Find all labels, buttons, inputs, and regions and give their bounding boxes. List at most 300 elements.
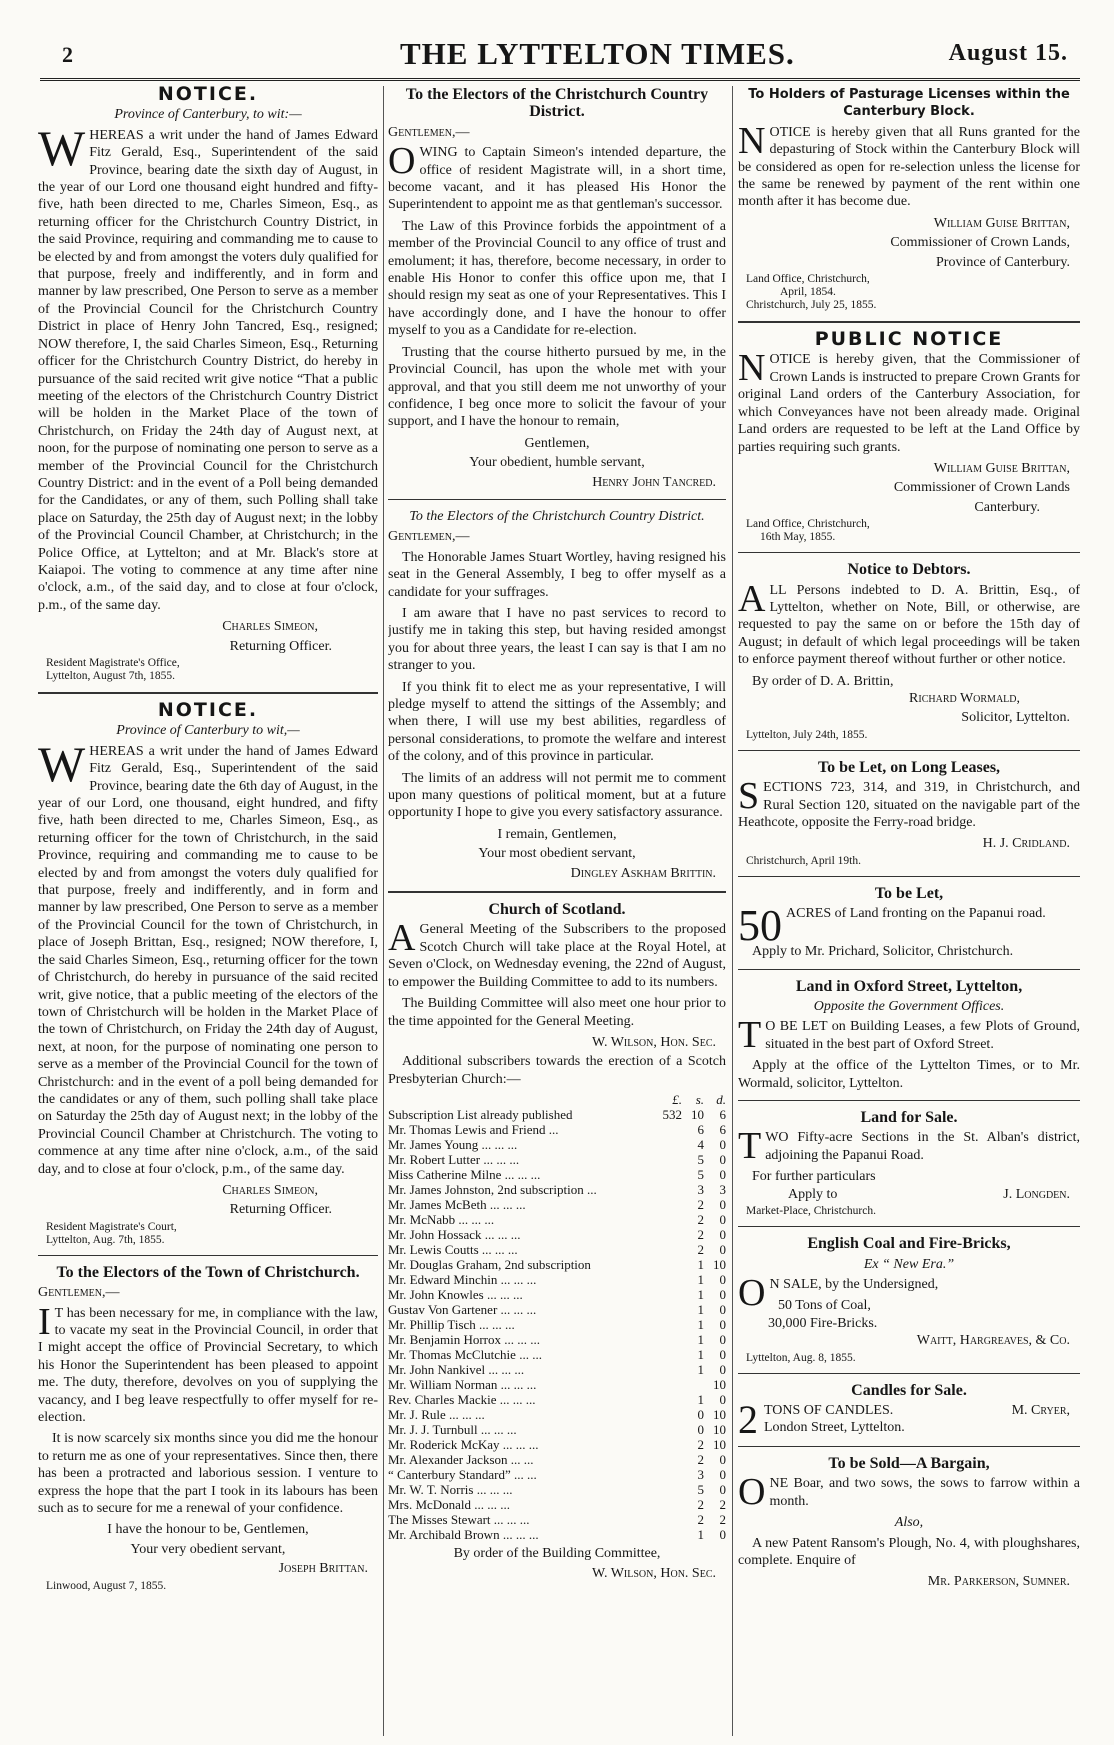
by-order: By order of the Building Committee, (453, 1546, 661, 1562)
divider (38, 1255, 378, 1256)
pence-cell: 0 (719, 1527, 726, 1543)
pounds-cell (660, 1362, 682, 1377)
subscriber-name: Mr. Alexander Jackson ... ... (388, 1452, 534, 1468)
shillings-cell: 2 (697, 1512, 704, 1528)
notice-heading: NOTICE. (157, 86, 259, 105)
dateline: Lyttelton, July 24th, 1855. (746, 728, 868, 741)
table-header-row (388, 1092, 726, 1107)
masthead-rule (40, 78, 1080, 81)
subheading: Ex “ New Era.” (863, 1256, 955, 1272)
pounds-cell (660, 1257, 682, 1272)
paragraph: Trusting that the course hitherto pursued by me, in the Provincial Council, has upon the whole met with your approval, and that you still deem me not unworthy of your confidence, I beg once more to solicit the favour of your support, and I have the honour to remain, (388, 344, 726, 430)
signer-name: Waitt, Hargreaves, & Co. (916, 1333, 1070, 1349)
candles-for-sale (738, 1381, 1080, 1442)
pounds-cell (660, 1182, 682, 1197)
pounds-cell: 532 (662, 1107, 682, 1123)
pence-cell: 0 (719, 1362, 726, 1378)
address-tancred (388, 86, 726, 491)
pounds-cell (660, 1302, 682, 1317)
subscriber-name: Mr. William Norman ... ... ... (388, 1377, 537, 1393)
subscriber-name: Mr. John Hossack ... ... ... (388, 1227, 521, 1243)
big-number: 50 (738, 901, 782, 951)
section-heading: Land for Sale. (860, 1109, 958, 1127)
closing: Gentlemen, (524, 435, 590, 451)
pence-cell: 6 (719, 1107, 726, 1123)
paragraph: General Meeting of the Subscribers to the proposed Scotch Church will take place at the Royal Hotel, at Seven o'Clock, on Wednesday evening, the 22nd of August, to empower the Building Committee to add to its numbers. (388, 922, 726, 990)
signer-name: H. J. Cridland. (982, 836, 1070, 852)
subscriber-name: Mr. J. J. Turnbull ... ... ... (388, 1422, 517, 1438)
table-row (388, 1272, 726, 1287)
pounds-cell (660, 1392, 682, 1407)
closing: Your most obedient servant, (478, 846, 636, 862)
table-row (388, 1467, 726, 1482)
table-row (388, 1287, 726, 1302)
section-heading: To be Sold—A Bargain, (828, 1454, 990, 1472)
paragraph: OTICE is hereby given, that the Commissioner of Crown Lands is instructed to prepare Crown Grants for original Land orders of the Canterbury Association, for which Conveyances have not been already made. Original Land orders are requested to be left at the Land Office by parties requiring such grants. (738, 352, 1080, 455)
dropcap: N (738, 119, 766, 162)
divider (738, 750, 1080, 751)
column-header: £. (672, 1092, 682, 1108)
pounds-cell (660, 1227, 682, 1242)
signer-name: Joseph Brittan. (278, 1561, 368, 1577)
dropcap: O (738, 1471, 766, 1514)
shillings-cell: 6 (697, 1122, 704, 1138)
dateline: Land Office, Christchurch, 16th May, 1855. (746, 518, 870, 544)
pence-cell: 0 (719, 1152, 726, 1168)
closing: Your very obedient servant, (130, 1541, 286, 1557)
shillings-cell: 10 (691, 1107, 704, 1123)
dropcap: T (738, 1014, 762, 1057)
pence-cell: 6 (719, 1122, 726, 1138)
pounds-cell (660, 1197, 682, 1212)
paragraph: TONS OF CANDLES. (764, 1402, 894, 1418)
signer-name: M. Cryer, (1011, 1402, 1070, 1418)
province-line: Province of Canterbury to wit,— (116, 723, 300, 739)
divider (738, 1373, 1080, 1374)
table-row (388, 1407, 726, 1422)
table-row (388, 1257, 726, 1272)
subscriber-name: Mr. Benjamin Horrox ... ... ... (388, 1332, 541, 1348)
dropcap: N (738, 347, 766, 390)
paragraph: The Honorable James Stuart Wortley, having resigned his seat in the General Assembly, I beg to offer myself as a candidate for your suffrages. (388, 549, 726, 600)
address-heading: To the Electors of the Christchurch Country District. (409, 508, 705, 524)
paragraph: ECTIONS 723, 314, and 319, in Christchurch, and Rural Section 120, situated on the navigable part of the Heathcote, opposite the Ferry-road bridge. (738, 780, 1080, 830)
pence-cell: 0 (719, 1452, 726, 1468)
subscriber-name: Miss Catherine Milne ... ... ... (388, 1167, 541, 1183)
to-be-sold-bargain (738, 1455, 1080, 1591)
section-heading: Church of Scotland. (488, 901, 626, 919)
table-row (388, 1302, 726, 1317)
pence-cell: 3 (719, 1182, 726, 1198)
dropcap: W (38, 119, 86, 176)
dateline: Linwood, August 7, 1855. (46, 1579, 167, 1592)
pounds-cell (660, 1527, 682, 1542)
pounds-cell (660, 1512, 682, 1527)
signer-title: Province of Canterbury. (936, 254, 1070, 270)
pounds-cell (660, 1137, 682, 1152)
paragraph: The Law of this Province forbids the appointment of a member of the Provincial Council to any office of trust and emolument; it has, therefore, become necessary, in order to enable His Honor to confer this office upon me, that I should resign my seat as one of your Representatives. This I have accordingly done, and I have the honour to offer myself to you as a Candidate for re-election. (388, 218, 726, 339)
signer-name: Charles Simeon, (222, 619, 318, 635)
pence-cell: 10 (713, 1377, 726, 1393)
subscribers-table (388, 1092, 726, 1542)
table-row (388, 1452, 726, 1467)
address-heading: To the Electors of the Town of Christchurch. (56, 1263, 360, 1281)
table-row (388, 1482, 726, 1497)
column-divider (383, 86, 384, 1736)
address-electors-town (38, 1264, 378, 1593)
shillings-cell: 1 (697, 1257, 704, 1273)
subscriber-name: Subscription List already published (388, 1107, 573, 1123)
divider (738, 1446, 1080, 1447)
signer-name: Henry John Tancred. (592, 474, 716, 490)
pence-cell: 0 (719, 1317, 726, 1333)
pence-cell: 0 (719, 1227, 726, 1243)
dateline: Christchurch, April 19th. (746, 854, 861, 867)
dateline: Lyttelton, Aug. 8, 1855. (746, 1351, 856, 1364)
shillings-cell: 5 (697, 1482, 704, 1498)
section-heading: To be Let, on Long Leases, (817, 758, 1001, 776)
shillings-cell: 2 (697, 1437, 704, 1453)
dropcap: W (38, 735, 86, 792)
paragraph: The limits of an address will not permit me to comment upon many questions of political moment, but at a future opportunity I hope to give you every satisfactory assurance. (388, 770, 726, 821)
notice-christchurch-country (38, 86, 378, 683)
shillings-cell: 0 (697, 1407, 704, 1423)
section-heading: PUBLIC NOTICE (814, 328, 1004, 351)
signer-name: W. Wilson, Hon. Sec. (592, 1565, 716, 1581)
shillings-cell: 1 (697, 1527, 704, 1543)
newspaper-title: THE LYTTELTON TIMES. (400, 36, 795, 71)
pence-cell: 0 (719, 1392, 726, 1408)
apply-row: Apply to J. Longden. (788, 1186, 1070, 1202)
table-row (388, 1347, 726, 1362)
shillings-cell: 2 (697, 1197, 704, 1213)
subscriber-name: Mr. W. T. Norris ... ... ... (388, 1482, 513, 1498)
signer-name: W. Wilson, Hon. Sec. (592, 1034, 716, 1050)
dropcap: S (738, 775, 760, 818)
shillings-cell: 2 (697, 1452, 704, 1468)
closing: I have the honour to be, Gentlemen, (107, 1522, 309, 1538)
divider (738, 1226, 1080, 1227)
signer-name: J. Longden. (1003, 1186, 1070, 1202)
subscriber-name: Mr. Thomas McClutchie ... ... (388, 1347, 542, 1363)
further-line: For further particulars (752, 1169, 876, 1185)
pounds-cell (660, 1422, 682, 1437)
shillings-cell: 2 (697, 1497, 704, 1513)
shillings-cell: 1 (697, 1302, 704, 1318)
dateline: Resident Magistrate's Court, Lyttelton, Aug. 7th, 1855. (46, 1220, 177, 1246)
subscriber-name: Gustav Von Gartener ... ... ... (388, 1302, 537, 1318)
table-row (388, 1437, 726, 1452)
subscriber-name: Mr. Thomas Lewis and Friend ... (388, 1122, 559, 1138)
signer-title: Returning Officer. (229, 1202, 332, 1218)
salutation: Gentlemen,— (388, 529, 470, 545)
notice-to-debtors (738, 561, 1080, 742)
paragraph: It is now scarcely six months since you did me the honour to return me as one of your representatives. Since then, there has been a protracted and laborious session. I venture to express the hope that the part I took in its labours has been such as to secure for me a renewal of your confidence. (38, 1431, 378, 1517)
pence-cell: 10 (713, 1437, 726, 1453)
address-brittin (388, 508, 726, 882)
dropcap: T (738, 1125, 762, 1168)
salutation: Gentlemen,— (388, 124, 470, 140)
paragraph: NE Boar, and two sows, the sows to farrow within a month. (769, 1476, 1080, 1509)
notice-christchurch-town (38, 699, 378, 1247)
subscriber-name: Mr. Douglas Graham, 2nd subscription (388, 1257, 591, 1273)
subscriber-name: Rev. Charles Mackie ... ... ... (388, 1392, 536, 1408)
paragraph: OTICE is hereby given that all Runs granted for the depasturing of Stock within the Canterbury Block will be considered as open for re-selection unless the license for the same be renewed by payment of the rent within one month after it has become due. (738, 124, 1080, 210)
to-be-let-acres (738, 885, 1080, 961)
dateline: Resident Magistrate's Office, Lyttelton, August 7th, 1855. (46, 657, 180, 682)
notice-body: HEREAS a writ under the hand of James Edward Fitz Gerald, Esq., Superintendent of the said Province, bearing date the 6th day of August, in the year of our Lord, one thousand, eight hundred, and fifty five, hath been directed to me, Charles Simeon, Esq., as returning officer for the town of Christchurch, in the said Province, requiring and commanding me to cause to be elected by and from amongst the voters duly qualified for that purpose, freely and indifferently, and in form and manner by law prescribed, One Person to serve as a member of the Provincial Council for the town of Christchurch, in place of Joseph Brittan, Esq., resigned; NOW therefore, I, the said Charles Simeon, Esq., returning officer for the town of Christchurch, do hereby in pursuance of the said recited writ, give notice, that a public meeting of the electors of the town of Christchurch will be holden in the Market Place of the town of Christchurch, on Friday the 24th day of August, next, at noon, for the purpose of nominating one person to serve as a member of the Provincial Council for the town of Christchurch: and in the event of a poll being demanded for the candidates or any of them, such polling shall take place on Saturday the 25th day of August next; in the lobby of the Provincial Council Chamber at Christchurch. The voting to commence at any time after nine o'clock, a.m., of the said day, and to close at four o'clock, p.m., of the same day. (38, 743, 378, 1177)
candles-row (738, 1396, 1080, 1442)
salutation: Gentlemen,— (38, 1285, 120, 1301)
shillings-cell: 1 (697, 1287, 704, 1303)
pounds-cell (660, 1377, 682, 1392)
apply-line: Apply at the office of the Lyttelton Times, or to Mr. Wormald, solicitor, Lyttelton. (738, 1058, 1080, 1091)
shillings-cell: 5 (697, 1152, 704, 1168)
pence-cell: 10 (713, 1422, 726, 1438)
pence-cell: 0 (719, 1287, 726, 1303)
signer-name: William Guise Brittan, (933, 215, 1070, 231)
subscriber-name: Mr. James Johnston, 2nd subscription ... (388, 1182, 597, 1198)
paragraph: ACRES of Land fronting on the Papanui road. (786, 906, 1046, 922)
dropcap: O (738, 1271, 766, 1314)
table-row (388, 1182, 726, 1197)
apply-line: Apply to Mr. Prichard, Solicitor, Christchurch. (752, 944, 1014, 960)
pence-cell: 0 (719, 1467, 726, 1483)
pence-cell: 0 (719, 1212, 726, 1228)
church-of-scotland (388, 901, 726, 1582)
table-row (388, 1242, 726, 1257)
public-notice (738, 328, 1080, 544)
subscriber-name: The Misses Stewart ... ... ... (388, 1512, 530, 1528)
issue-date: August 15. (948, 40, 1068, 66)
dropcap: I (38, 1300, 51, 1343)
pence-cell: 0 (719, 1482, 726, 1498)
signer-name: Charles Simeon, (222, 1182, 318, 1198)
pounds-cell (660, 1317, 682, 1332)
subscriber-name: Mr. Lewis Coutts ... ... ... (388, 1242, 518, 1258)
paragraph: WING to Captain Simeon's intended departure, the office of resident Magistrate will, in a short time, become vacant, and it has pleased His Honor the Superintendent to appoint me as that gentleman's successor. (388, 145, 726, 213)
section-heading: Notice to Debtors. (847, 561, 971, 579)
column-header: d. (716, 1092, 726, 1108)
subscriber-name: Mrs. McDonald ... ... ... (388, 1497, 511, 1513)
shillings-cell: 2 (697, 1242, 704, 1258)
subscriber-name: Mr. James McBeth ... ... ... (388, 1197, 526, 1213)
subscriber-name: Mr. James Young ... ... ... (388, 1137, 518, 1153)
pounds-cell (660, 1167, 682, 1182)
shillings-cell: 3 (697, 1182, 704, 1198)
pounds-cell (660, 1122, 682, 1137)
signer-title: Commissioner of Crown Lands, (890, 235, 1070, 251)
pence-cell: 0 (719, 1332, 726, 1348)
item-line: 30,000 Fire-Bricks. (768, 1315, 878, 1331)
subscriber-name: Mr. Edward Minchin ... ... ... (388, 1272, 537, 1288)
signer-title: Solicitor, Lyttelton. (961, 710, 1070, 726)
table-row (388, 1137, 726, 1152)
shillings-cell: 1 (697, 1317, 704, 1333)
pounds-cell (660, 1452, 682, 1467)
shillings-cell: 1 (697, 1272, 704, 1288)
subscriber-name: Mr. Robert Lutter ... ... ... (388, 1152, 520, 1168)
table-row (388, 1122, 726, 1137)
pounds-cell (660, 1212, 682, 1227)
paragraph: O BE LET on Building Leases, a few Plots of Ground, situated in the best part of Oxford Street. (765, 1019, 1080, 1052)
section-heading: English Coal and Fire-Bricks, (807, 1235, 1011, 1253)
dateline: Market-Place, Christchurch. (746, 1205, 876, 1218)
subscribers-intro: Additional subscribers towards the erection of a Scotch Presbyterian Church:— (388, 1054, 726, 1087)
big-number: 2 (738, 1396, 758, 1442)
table-row (388, 1497, 726, 1512)
dateline: Land Office, Christchurch, April, 1854. Christchurch, July 25, 1855. (746, 273, 877, 312)
shillings-cell: 1 (697, 1347, 704, 1363)
pounds-cell (660, 1497, 682, 1512)
table-row (388, 1227, 726, 1242)
table-row (388, 1422, 726, 1437)
section-heading: Land in Oxford Street, Lyttelton, (795, 977, 1023, 995)
pence-cell: 0 (719, 1242, 726, 1258)
shillings-cell: 4 (697, 1137, 704, 1153)
paragraph: If you think fit to elect me as your representative, I will pledge myself to attend the sittings of the Assembly; and when there, I will use my best abilities, regardless of personal considerations, to promote the welfare and interest of the colony, and of this province in particular. (388, 679, 726, 765)
shillings-cell: 1 (697, 1362, 704, 1378)
by-order: By order of D. A. Brittin, (752, 673, 894, 689)
page-number: 2 (62, 42, 73, 67)
dropcap: O (388, 140, 416, 183)
paragraph: LL Persons indebted to D. A. Brittin, Esq., of Lyttelton, whether on Note, Bill, or otherwise, are requested to pay the same on or before the 15th day of August; in default of which legal proceedings will be taken to enforce payment thereof without further or other notice. (738, 582, 1080, 668)
subscriber-name: Mr. J. Rule ... ... ... (388, 1407, 485, 1423)
pounds-cell (660, 1437, 682, 1452)
pence-cell: 10 (713, 1257, 726, 1273)
pounds-cell (660, 1482, 682, 1497)
paragraph: I am aware that I have no past services to record to justify me in taking this step, but having resided amongst you for about three years, the least I can say is that I am no stranger to you. (388, 605, 726, 674)
paragraph: The Building Committee will also meet one hour prior to the time appointed for the General Meeting. (388, 996, 726, 1029)
pounds-cell (660, 1347, 682, 1362)
province-line: Province of Canterbury, to wit:— (114, 107, 302, 123)
closing: I remain, Gentlemen, (497, 826, 617, 842)
pounds-cell (660, 1332, 682, 1347)
signer-name: Richard Wormald, (909, 690, 1020, 706)
divider (388, 499, 726, 500)
table-row (388, 1377, 726, 1392)
shillings-cell (682, 1377, 704, 1392)
pence-cell: 0 (719, 1197, 726, 1213)
pounds-cell (660, 1287, 682, 1302)
subscriber-name: Mr. John Nankivel ... ... ... (388, 1362, 525, 1378)
also-line: Also, (894, 1515, 924, 1531)
to-be-let-long-leases (738, 759, 1080, 868)
pounds-cell (660, 1467, 682, 1482)
item-line: 50 Tons of Coal, (778, 1298, 871, 1314)
place-line: London Street, Lyttelton. (764, 1420, 905, 1436)
shillings-cell: 3 (697, 1467, 704, 1483)
closing: Your obedient, humble servant, (469, 455, 645, 471)
signer-title: Returning Officer. (229, 638, 332, 654)
signer-name: William Guise Brittan, (933, 460, 1070, 476)
divider (738, 1100, 1080, 1101)
subscriber-name: “ Canterbury Standard” ... ... (388, 1467, 537, 1483)
land-for-sale (738, 1109, 1080, 1218)
pasturage-notice (738, 86, 1080, 312)
divider (738, 552, 1080, 553)
column-1 (38, 86, 378, 1731)
table-row (388, 1167, 726, 1182)
paragraph: WO Fifty-acre Sections in the St. Alban's district, adjoining the Papanui Road. (765, 1130, 1080, 1163)
column-2 (388, 86, 726, 1731)
section-heading: To be Let, (874, 884, 944, 902)
notice-body: HEREAS a writ under the hand of James Edward Fitz Gerald, Esq., Superintendent of the said Province, bearing date the sixth day of August, in the year of our Lord one thousand eight hundred and fifty-five, hath been directed to me, Charles Simeon, Esq., as returning officer for the Christchurch Country District, in the said Province, requiring and commanding me to cause to be elected by and from amongst the voters duly qualified for that purpose, freely and indifferently, and in form and manner by law prescribed, One Person to serve as a member of the Provincial Council for the Christchurch Country District in place of Henry John Tancred, Esq., resigned; NOW therefore, I, the said Charles Simeon, Esq., Returning officer for the Christchurch Country District, do hereby in pursuance of the said recited writ give notice “That a public meeting of the electors of the Christchurch Country District will be holden in the Market Place of the town of Christchurch, on Friday the 24th day of August next, at noon, for the purpose of nominating one person to serve as a member of the Provincial Council for the Christchurch Country District: and in the event of a Poll being demanded for the Candidates, or any of them, such Polling shall take place on Saturday, the 25th day of August next; in the lobby of the Provincial Council Chamber, at Christchurch; in the Police Office, at Lyttelton; and at Mr. Black's store at Kaiapoi. The voting to commence at any time after nine o'clock, a.m., of the said day, and to close at four o'clock, p.m., of the same day. (38, 127, 378, 613)
pounds-cell (660, 1242, 682, 1257)
dropcap: A (738, 577, 766, 620)
shillings-cell: 2 (697, 1227, 704, 1243)
signer-title: Canterbury. (974, 499, 1040, 515)
signer-title: Commissioner of Crown Lands (893, 480, 1070, 496)
subheading: Opposite the Government Offices. (813, 999, 1005, 1015)
divider (38, 692, 378, 694)
table-row (388, 1332, 726, 1347)
table-row (388, 1197, 726, 1212)
signer-name: Dingley Askham Brittin. (570, 865, 716, 881)
shillings-cell: 0 (697, 1422, 704, 1438)
land-oxford-street (738, 978, 1080, 1092)
table-row (388, 1527, 726, 1542)
subscriber-name: Mr. McNabb ... ... ... (388, 1212, 495, 1228)
shillings-cell: 1 (697, 1392, 704, 1408)
divider (738, 876, 1080, 877)
column-divider (732, 86, 733, 1736)
pence-cell: 0 (719, 1302, 726, 1318)
notice-heading: NOTICE. (157, 699, 259, 721)
divider (738, 969, 1080, 970)
divider (738, 321, 1080, 323)
section-heading: To Holders of Pasturage Licenses within the Canterbury Block. (748, 87, 1070, 120)
pence-cell: 2 (719, 1512, 726, 1528)
subscriber-name: Mr. Phillip Tisch ... ... ... (388, 1317, 515, 1333)
pence-cell: 2 (719, 1497, 726, 1513)
pounds-cell (660, 1407, 682, 1422)
divider (388, 891, 726, 893)
shillings-cell: 5 (697, 1167, 704, 1183)
section-heading: Candles for Sale. (851, 1381, 967, 1399)
masthead (40, 32, 1080, 78)
paragraph: A new Patent Ransom's Plough, No. 4, with ploughshares, complete. Enquire of (738, 1535, 1080, 1568)
table-row (388, 1152, 726, 1167)
pence-cell: 10 (713, 1407, 726, 1423)
subscriber-name: Mr. Roderick McKay ... ... ... (388, 1437, 539, 1453)
pence-cell: 0 (719, 1167, 726, 1183)
table-row (388, 1107, 726, 1122)
table-row (388, 1317, 726, 1332)
shillings-cell: 1 (697, 1332, 704, 1348)
table-row (388, 1392, 726, 1407)
address-heading: To the Electors of the Christchurch Country District. (405, 86, 709, 121)
column-header: s. (695, 1092, 704, 1108)
paragraph: N SALE, by the Undersigned, (769, 1276, 939, 1292)
dropcap: A (388, 917, 416, 960)
subscriber-name: Mr. Archibald Brown ... ... ... (388, 1527, 539, 1543)
paragraph: T has been necessary for me, in compliance with the law, to vacate my seat in the Provincial Council, in order that I might accept the office of Provincial Secretary, to which his Honor the Superintendent has been pleased to appoint me. The duty, therefore, devolves on you of supplying the vacancy, and I beg leave respectfully to offer myself for re-election. (38, 1305, 378, 1426)
pence-cell: 0 (719, 1272, 726, 1288)
pounds-cell (660, 1272, 682, 1287)
pence-cell: 0 (719, 1347, 726, 1363)
column-3 (738, 86, 1080, 1731)
coal-and-fire-bricks (738, 1235, 1080, 1364)
shillings-cell: 2 (697, 1212, 704, 1228)
signer-name: Mr. Parkerson, Sumner. (927, 1574, 1070, 1590)
subscriber-name: Mr. John Knowles ... ... ... (388, 1287, 523, 1303)
pounds-cell (660, 1152, 682, 1167)
table-row (388, 1362, 726, 1377)
table-row (388, 1512, 726, 1527)
table-row (388, 1212, 726, 1227)
pence-cell: 0 (719, 1137, 726, 1153)
